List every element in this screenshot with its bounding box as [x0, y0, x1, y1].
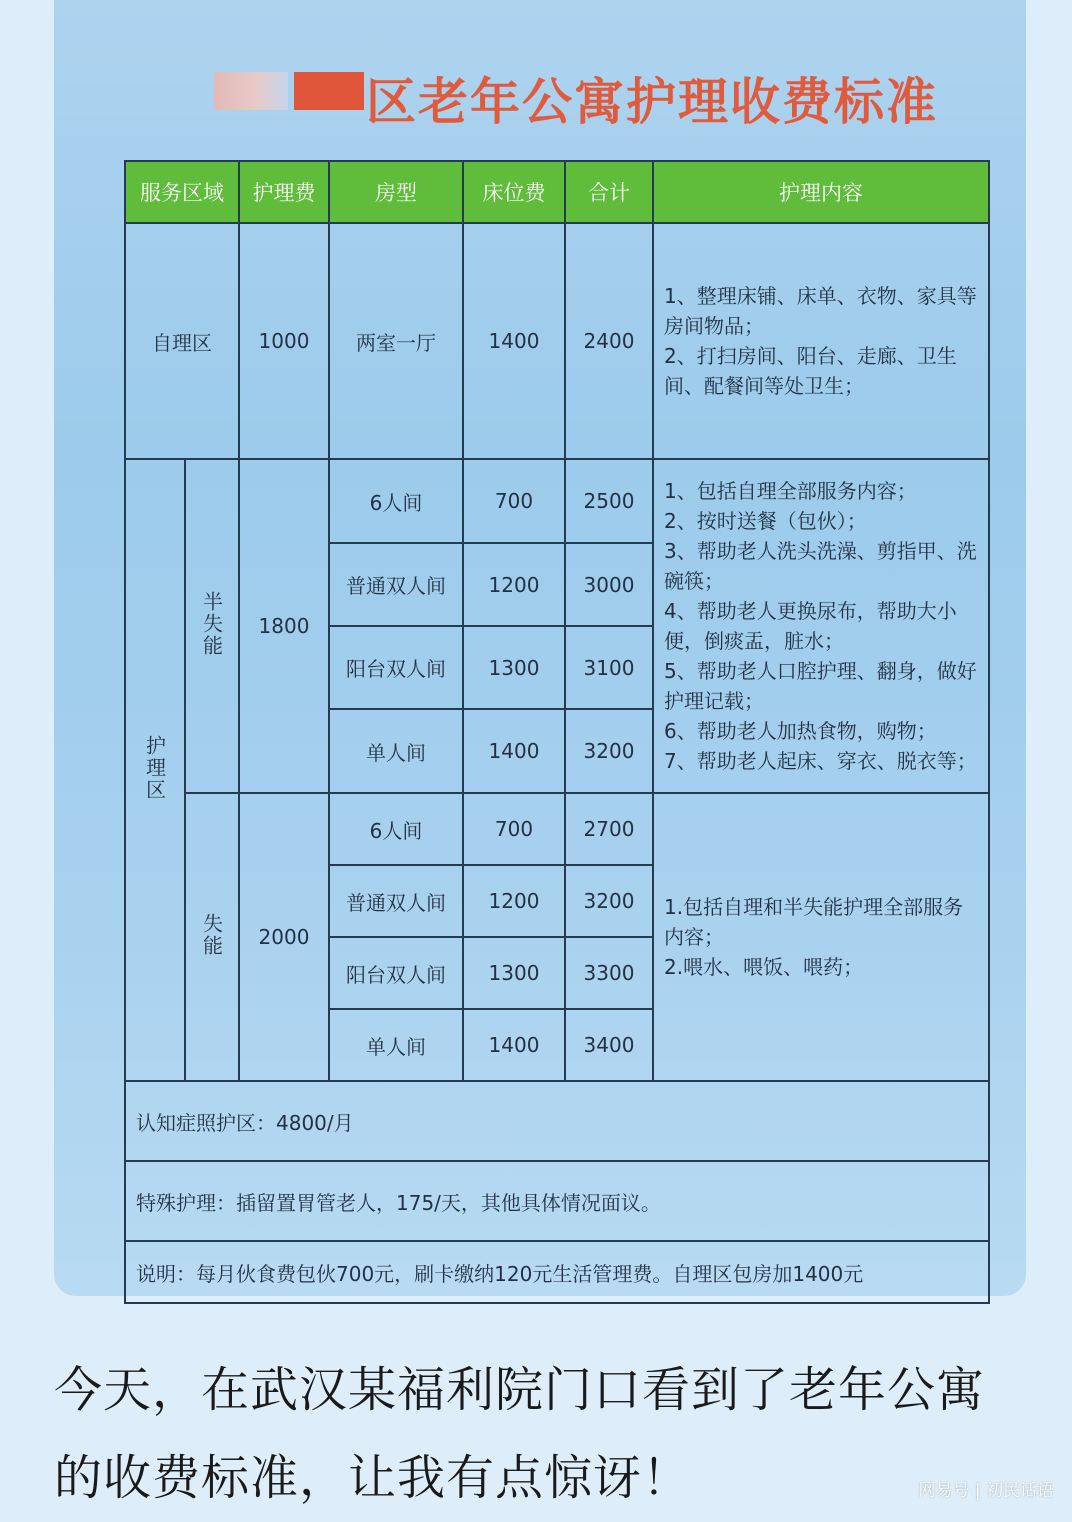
disabled-care-fee: 2000 [239, 793, 329, 1081]
self-care-area: 自理区 [125, 223, 239, 459]
content-line: 1、包括自理全部服务内容； [664, 479, 917, 503]
total-cell: 3300 [565, 937, 653, 1009]
table-row [125, 459, 989, 543]
note-explanation: 说明：每月伙食费包伙700元，刷卡缴纳120元生活管理费。自理区包房加1400元 [125, 1241, 989, 1303]
note-dementia-row [125, 1081, 989, 1161]
total-cell: 3200 [565, 709, 653, 793]
fee-table [124, 160, 990, 1304]
content-line: 2.喂水、喂饭、喂药； [664, 955, 864, 979]
total-cell: 3100 [565, 626, 653, 709]
content-line: 1.包括自理和半失能护理全部服务内容； [664, 895, 964, 949]
note-special: 特殊护理：插留置胃管老人，175/天，其他具体情况面议。 [125, 1161, 989, 1241]
self-care-fee: 1000 [239, 223, 329, 459]
bed-fee-cell: 1200 [463, 865, 565, 937]
note-special-row [125, 1161, 989, 1241]
watermark: 网易号 | 初民话语 [918, 1481, 1054, 1501]
semi-care-fee: 1800 [239, 459, 329, 793]
content-line: 3、帮助老人洗头洗澡、剪指甲、洗碗筷； [664, 539, 977, 593]
header-care-fee: 护理费 [239, 161, 329, 223]
content-line: 2、按时送餐（包伙）； [664, 509, 867, 533]
poster-title: 区老年公寓护理收费标准 [366, 73, 938, 131]
header-room-type: 房型 [329, 161, 463, 223]
content-line: 1、整理床铺、床单、衣物、家具等房间物品； [664, 284, 977, 338]
room-cell: 普通双人间 [329, 865, 463, 937]
total-cell: 2700 [565, 793, 653, 865]
bed-fee-cell: 700 [463, 793, 565, 865]
bed-fee-cell: 1300 [463, 626, 565, 709]
blurred-title-prefix [214, 72, 288, 110]
self-care-content [653, 223, 989, 459]
nursing-area-label: 护理区 [125, 459, 185, 1081]
bed-fee-cell: 1400 [463, 1009, 565, 1081]
content-line: 6、帮助老人加热食物，购物； [664, 719, 937, 743]
room-cell: 单人间 [329, 1009, 463, 1081]
total-cell: 3200 [565, 865, 653, 937]
header-care-content: 护理内容 [653, 161, 989, 223]
header-bed-fee: 床位费 [463, 161, 565, 223]
room-cell: 6人间 [329, 459, 463, 543]
bed-fee-cell: 1400 [463, 709, 565, 793]
post-caption: 今天，在武汉某福利院门口看到了老年公寓的收费标准，让我有点惊讶！ [54, 1362, 986, 1506]
table-row-self-care [125, 223, 989, 459]
content-line: 2、打扫房间、阳台、走廊、卫生间、配餐间等处卫生； [664, 344, 957, 398]
bed-fee-cell: 700 [463, 459, 565, 543]
room-cell: 普通双人间 [329, 543, 463, 626]
self-care-total: 2400 [565, 223, 653, 459]
header-total: 合计 [565, 161, 653, 223]
disabled-content [653, 793, 989, 1081]
total-cell: 3000 [565, 543, 653, 626]
redacted-title-mark [294, 72, 364, 110]
semi-content [653, 459, 989, 793]
note-explanation-row [125, 1241, 989, 1303]
total-cell: 2500 [565, 459, 653, 543]
bed-fee-cell: 1300 [463, 937, 565, 1009]
table-header-row [125, 161, 989, 223]
bed-fee-cell: 1200 [463, 543, 565, 626]
total-cell: 3400 [565, 1009, 653, 1081]
room-cell: 6人间 [329, 793, 463, 865]
table-row [125, 793, 989, 865]
semi-label: 半失能 [185, 459, 239, 793]
content-line: 4、帮助老人更换尿布，帮助大小便，倒痰盂，脏水； [664, 599, 957, 653]
disabled-label: 失能 [185, 793, 239, 1081]
self-care-room: 两室一厅 [329, 223, 463, 459]
room-cell: 单人间 [329, 709, 463, 793]
room-cell: 阳台双人间 [329, 626, 463, 709]
header-area: 服务区域 [125, 161, 239, 223]
content-line: 7、帮助老人起床、穿衣、脱衣等； [664, 749, 977, 773]
content-line: 5、帮助老人口腔护理、翻身，做好护理记载； [664, 659, 977, 713]
self-care-bed-fee: 1400 [463, 223, 565, 459]
note-dementia: 认知症照护区：4800/月 [125, 1081, 989, 1161]
room-cell: 阳台双人间 [329, 937, 463, 1009]
